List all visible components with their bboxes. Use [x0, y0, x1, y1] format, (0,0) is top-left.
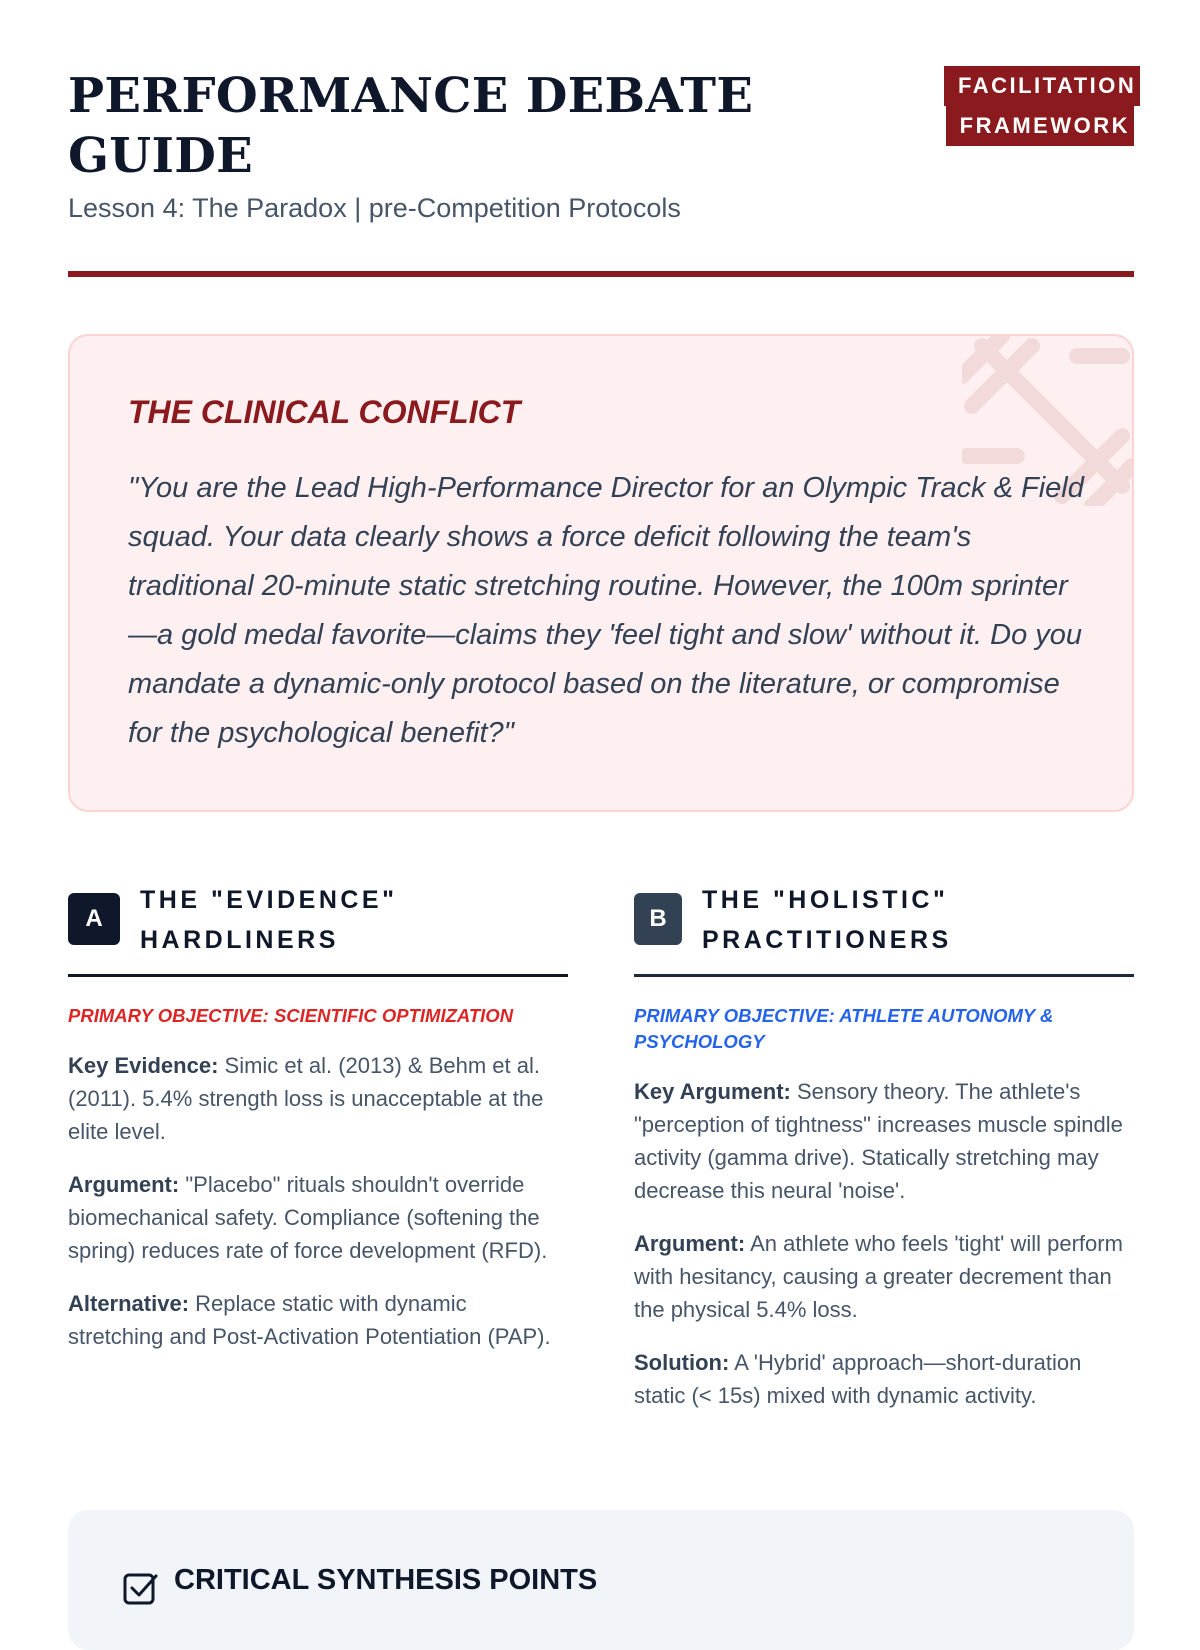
column-b-header [634, 880, 1134, 977]
evidence-hardliners-column [68, 880, 568, 1353]
column-a-header [68, 880, 568, 977]
column-b-title [702, 880, 952, 960]
point-text: "Placebo" rituals shouldn't override biomechanical safety. Compliance (softening the spring) reduces rate of force development (RFD). [68, 1172, 548, 1263]
column-b-letter: B [634, 893, 682, 945]
column-a-point [68, 1168, 568, 1267]
column-b-title-line-1: THE "HOLISTIC" [702, 886, 949, 914]
conflict-title: THE CLINICAL CONFLICT [128, 394, 521, 430]
point-text: Replace static with dynamic stretching and Post-Activation Potentiation (PAP). [68, 1291, 551, 1349]
badge-line-1: FACILITATION [944, 66, 1140, 106]
page-header [68, 66, 1137, 286]
conflict-quote: "You are the Lead High-Performance Director for an Olympic Track & Field squad. Your data clearly shows a force deficit following the team's traditional 20-minute static stretching routine. However, the 100m sprinter—a gold medal favorite—claims they 'feel tight and slow' without it. Do you mandate a dynamic-only protocol based on the literature, or compromise for the psychological benefit?" [128, 472, 1084, 749]
holistic-practitioners-column [634, 880, 1134, 1412]
point-label: Key Argument: [634, 1079, 791, 1104]
point-text: An athlete who feels 'tight' will perform with hesitancy, causing a greater decrement than the physical 5.4% loss. [634, 1231, 1123, 1322]
point-text: A 'Hybrid' approach—short-duration static (< 15s) mixed with dynamic activity. [634, 1350, 1082, 1408]
checkbox-icon [122, 1570, 160, 1608]
synthesis-title: CRITICAL SYNTHESIS POINTS [174, 1564, 598, 1596]
point-label: Key Evidence: [68, 1053, 219, 1078]
column-a-objective: PRIMARY OBJECTIVE: SCIENTIFIC OPTIMIZATION [68, 1005, 514, 1026]
badge-line-2: FRAMEWORK [946, 106, 1134, 146]
point-label: Argument: [634, 1231, 746, 1256]
document-page [68, 0, 1137, 1600]
point-text: Simic et al. (2013) & Behm et al. (2011). 5.4% strength loss is unacceptable at the elite level. [68, 1053, 544, 1144]
clinical-conflict-card [68, 334, 1134, 812]
column-a-title-line-2: HARDLINERS [140, 926, 339, 954]
point-label: Solution: [634, 1350, 730, 1375]
column-a-point [68, 1287, 568, 1353]
point-label: Alternative: [68, 1291, 190, 1316]
critical-synthesis-section [68, 1510, 1134, 1650]
facilitation-badge [944, 66, 1137, 146]
page-title: PERFORMANCE DEBATE GUIDE [68, 68, 754, 184]
column-b-point [634, 1227, 1134, 1326]
column-a-title-line-1: THE "EVIDENCE" [140, 886, 398, 914]
column-a-letter: A [68, 893, 120, 945]
column-b-point [634, 1346, 1134, 1412]
point-label: Argument: [68, 1172, 180, 1197]
column-b-point [634, 1075, 1134, 1207]
header-divider [68, 271, 1134, 277]
point-text: Sensory theory. The athlete's "perception of tightness" increases muscle spindle activity (gamma drive). Statically stretching may decrease this neural 'noise'. [634, 1079, 1123, 1203]
column-a-title [140, 880, 397, 960]
column-a-point [68, 1049, 568, 1148]
page-subtitle: Lesson 4: The Paradox | pre-Competition Protocols [68, 193, 681, 223]
column-b-title-line-2: PRACTITIONERS [702, 926, 952, 954]
column-b-objective: PRIMARY OBJECTIVE: ATHLETE AUTONOMY & PSYCHOLOGY [634, 1005, 1054, 1052]
